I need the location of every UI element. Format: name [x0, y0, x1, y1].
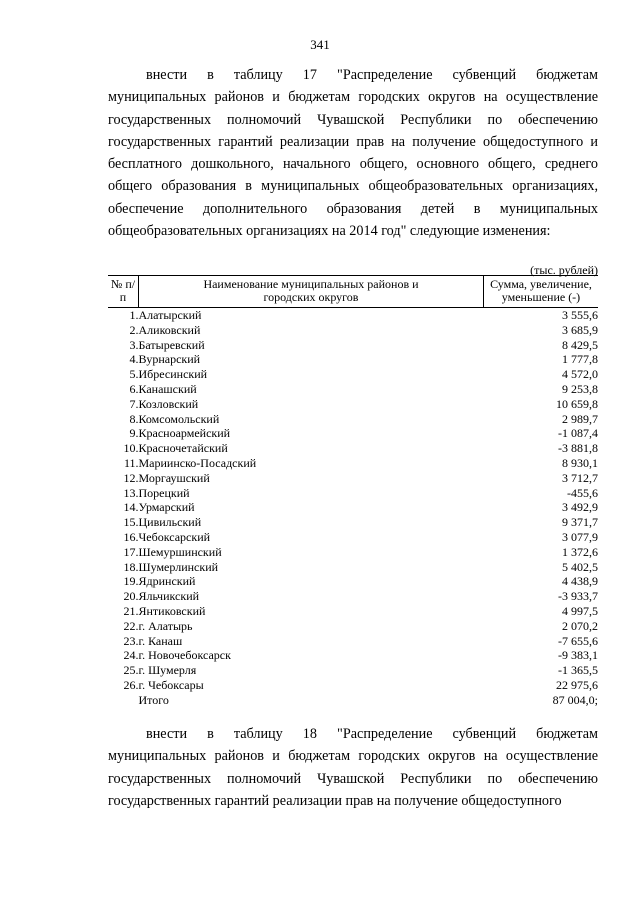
table-row [108, 486, 598, 501]
cell-num: 22. [123, 618, 139, 633]
cell-num: 13. [123, 485, 139, 500]
table-row [108, 515, 598, 530]
table-row [108, 426, 598, 441]
cell-name: Ядринский [138, 574, 196, 589]
cell-num: 4. [129, 352, 139, 367]
header-name: Наименование муниципальных районов и городских округов [139, 276, 484, 308]
cell-name: Ибресинский [138, 367, 208, 382]
cell-name: Порецкий [138, 485, 190, 500]
cell-sum: 3 492,9 [562, 500, 598, 515]
cell-name: г. Чебоксары [138, 677, 204, 692]
table-row [108, 634, 598, 649]
cell-sum: -1 365,5 [558, 663, 598, 678]
table-row [108, 338, 598, 353]
allocation-table [108, 275, 598, 708]
table-row [108, 471, 598, 486]
cell-name: Яльчикский [138, 589, 200, 604]
cell-num: 1. [129, 308, 139, 322]
cell-name: г. Новочебоксарск [138, 648, 231, 663]
cell-sum: 9 371,7 [562, 515, 598, 530]
cell-num: 18. [123, 559, 139, 574]
cell-name: Моргаушский [138, 470, 210, 485]
table-row [108, 456, 598, 471]
cell-sum: 3 712,7 [562, 470, 598, 485]
cell-sum: 10 659,8 [556, 396, 598, 411]
cell-name: Козловский [138, 396, 199, 411]
cell-name: Вурнарский [138, 352, 201, 367]
table-row [108, 367, 598, 382]
table-row [108, 530, 598, 545]
cell-sum: 8 930,1 [562, 455, 598, 470]
table-row [108, 323, 598, 338]
cell-name: Чебоксарский [138, 529, 211, 544]
units-label: (тыс. рублей) [530, 263, 598, 277]
cell-num: 8. [129, 411, 139, 426]
table-row [108, 589, 598, 604]
cell-name: г. Канаш [138, 633, 183, 648]
cell-num: 17. [123, 544, 139, 559]
page-number: 341 [310, 37, 330, 52]
table-row [108, 308, 598, 323]
table-row [108, 382, 598, 397]
cell-name: Алатырский [138, 308, 202, 322]
cell-name: Шемуршинский [138, 544, 222, 559]
cell-num: 14. [123, 500, 139, 515]
cell-sum: -7 655,6 [558, 633, 598, 648]
cell-sum: 4 438,9 [562, 574, 598, 589]
table-row [108, 693, 598, 708]
table-row [108, 619, 598, 634]
table-row [108, 648, 598, 663]
cell-sum: 3 685,9 [562, 322, 598, 337]
cell-name: г. Шумерля [138, 663, 197, 678]
cell-sum: 87 004,0; [552, 692, 598, 707]
cell-sum: -3 881,8 [558, 441, 598, 456]
table-row [108, 678, 598, 693]
cell-sum: 9 253,8 [562, 381, 598, 396]
table-row [108, 500, 598, 515]
cell-name: Шумерлинский [138, 559, 219, 574]
cell-name: Комсомольский [138, 411, 220, 426]
cell-name: Красночетайский [138, 441, 228, 456]
cell-num: 2. [129, 322, 139, 337]
cell-sum: 3 555,6 [562, 308, 598, 322]
cell-num: 12. [123, 470, 139, 485]
cell-sum: 1 777,8 [562, 352, 598, 367]
table-row [108, 560, 598, 575]
cell-sum: -3 933,7 [558, 589, 598, 604]
table-row [108, 352, 598, 367]
cell-sum: 4 997,5 [562, 603, 598, 618]
cell-num: 3. [129, 337, 139, 352]
cell-num: 19. [123, 574, 139, 589]
table-row [108, 397, 598, 412]
cell-num: 26. [123, 677, 139, 692]
intro-paragraph [108, 64, 598, 242]
cell-sum: 2 070,2 [562, 618, 598, 633]
cell-sum: -455,6 [567, 485, 598, 500]
cell-sum: -1 087,4 [558, 426, 598, 441]
cell-num: 11. [123, 455, 139, 470]
cell-num: 6. [129, 381, 139, 396]
cell-num: 25. [123, 663, 139, 678]
cell-sum: 8 429,5 [562, 337, 598, 352]
cell-sum: 22 975,6 [556, 677, 598, 692]
table-row [108, 663, 598, 678]
cell-num: 23. [123, 633, 139, 648]
cell-name: Красноармейский [138, 426, 231, 441]
table-row [108, 441, 598, 456]
table-header-row [108, 276, 598, 308]
cell-num: 24. [123, 648, 139, 663]
cell-name: Аликовский [138, 322, 201, 337]
cell-num [108, 693, 139, 708]
allocation-table-wrap [108, 275, 598, 708]
table-body [108, 308, 598, 708]
header-num: № п/п [108, 276, 139, 308]
cell-name: Батыревский [138, 337, 205, 352]
cell-num: 21. [123, 603, 139, 618]
cell-name: Мариинско-Посадский [138, 455, 257, 470]
intro-paragraph-text: внести в таблицу 17 "Распределение субвенций бюджетам муниципальных районов и бюджетам городских округов на осуществление государственных полномочий Чувашской Республики по обеспечению государственных гарантий реализации прав на получение общедоступного и бесплатного дошкольного, начального общего, основного общего, среднего общего образования в муниципальных общеобразовательных организациях, обеспечение дополнительного образования детей в муниципальных общеобразовательных организациях на 2014 год" следующие изменения: [108, 67, 598, 240]
cell-sum: -9 383,1 [558, 648, 598, 663]
cell-num: 20. [123, 589, 139, 604]
cell-name: г. Алатырь [138, 618, 193, 633]
header-sum: Сумма, увеличение, уменьшение (-) [484, 276, 599, 308]
cell-name: Цивильский [138, 515, 202, 530]
cell-name: Канашский [138, 381, 197, 396]
cell-num: 7. [129, 396, 139, 411]
next-paragraph-text: внести в таблицу 18 "Распределение субвенций бюджетам муниципальных районов и бюджетам городских округов на осуществление государственных полномочий Чувашской Республики по обеспечению государственных гарантий реализации прав на получение общедоступного [108, 726, 598, 809]
table-row [108, 574, 598, 589]
cell-name: Итого [138, 692, 169, 707]
cell-sum: 1 372,6 [562, 544, 598, 559]
cell-num: 15. [123, 515, 139, 530]
table-row [108, 604, 598, 619]
cell-sum: 2 989,7 [562, 411, 598, 426]
cell-sum: 3 077,9 [562, 529, 598, 544]
cell-name: Урмарский [138, 500, 195, 515]
cell-name: Янтиковский [138, 603, 206, 618]
cell-num: 16. [123, 529, 139, 544]
cell-num: 9. [129, 426, 139, 441]
cell-sum: 4 572,0 [562, 367, 598, 382]
table-row [108, 545, 598, 560]
cell-num: 5. [129, 367, 139, 382]
next-paragraph [108, 723, 598, 812]
cell-sum: 5 402,5 [562, 559, 598, 574]
table-row [108, 412, 598, 427]
cell-num: 10. [123, 441, 139, 456]
